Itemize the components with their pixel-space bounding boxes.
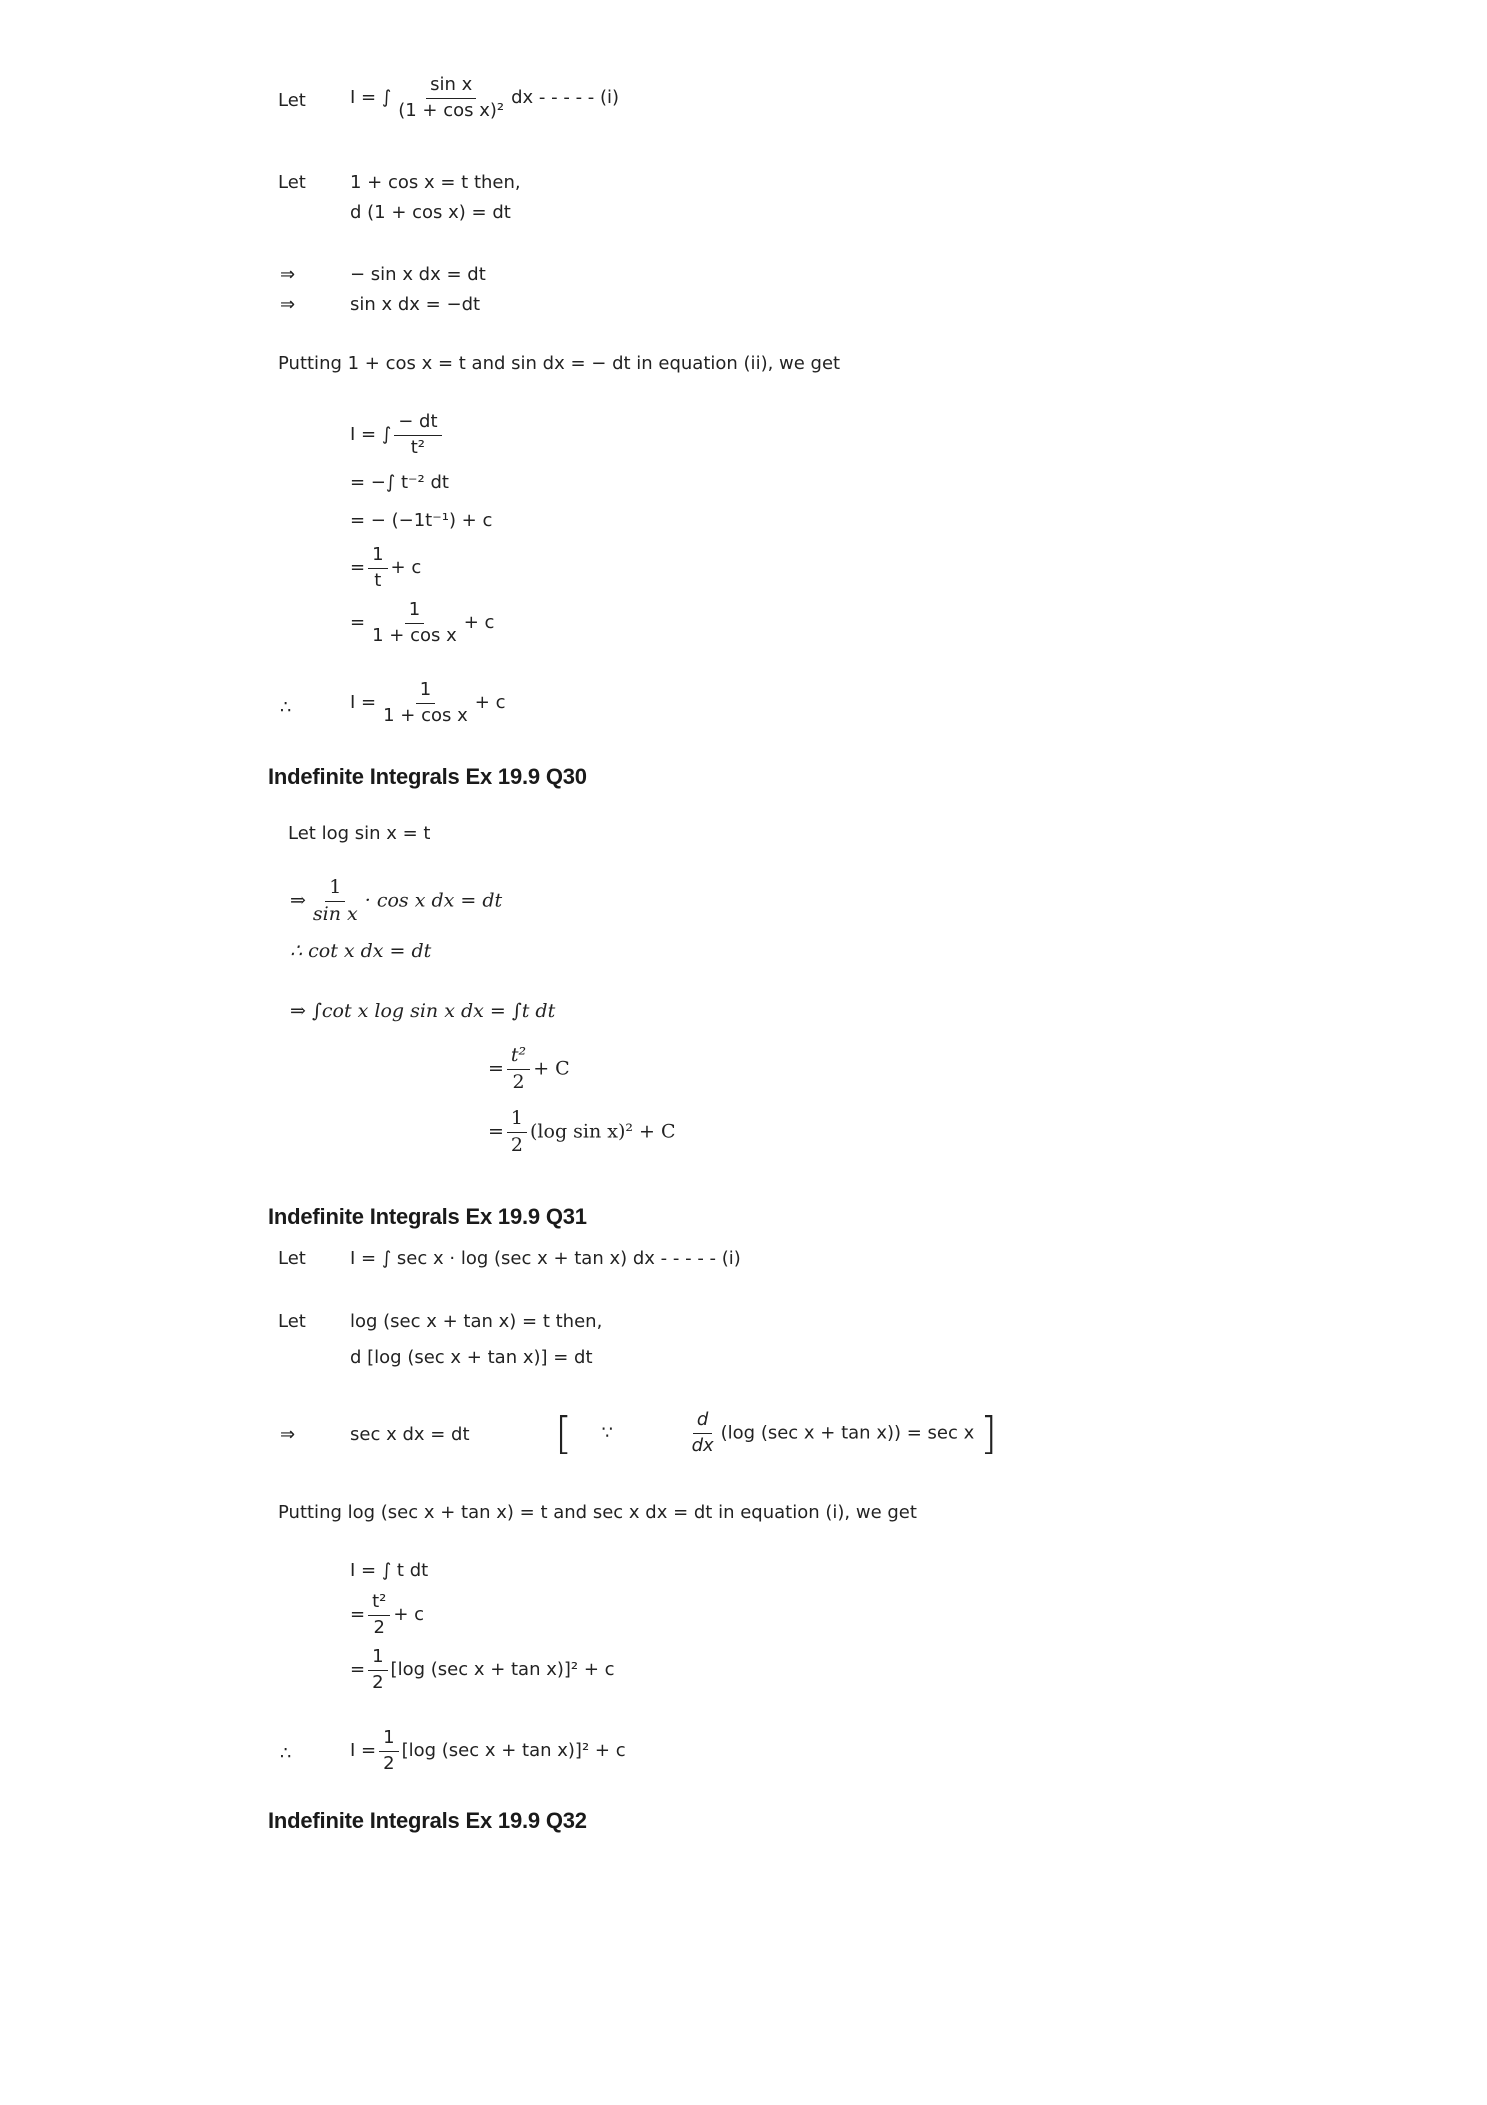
eq-tail: dx - - - - - (i) (511, 87, 620, 109)
numerator: 1 (368, 545, 387, 569)
heading-q30: Indefinite Integrals Ex 19.9 Q30 (268, 764, 587, 789)
eq-lhs: I = ∫ (350, 87, 392, 109)
numerator: 1 (507, 1108, 527, 1133)
step-4 (350, 545, 421, 591)
numerator: 1 (405, 600, 424, 624)
constant: + c (463, 612, 495, 634)
substitution-line-1: 1 + cos x = t then, (350, 172, 521, 193)
step-2: = −∫ t⁻² dt (350, 472, 449, 493)
integral-line (290, 1000, 555, 1022)
derivative-fraction (309, 877, 362, 926)
putting-sentence: Putting log (sec x + tan x) = t and sec x dx = dt in equation (i), we get (278, 1502, 917, 1523)
constant: + c (393, 1604, 425, 1626)
heading-q31: Indefinite Integrals Ex 19.9 Q31 (268, 1204, 587, 1229)
equals: = (488, 1120, 504, 1143)
heading-q32: Indefinite Integrals Ex 19.9 Q32 (268, 1808, 587, 1833)
putting-sentence: Putting 1 + cos x = t and sin dx = − dt in equation (ii), we get (278, 353, 841, 374)
equation-i (350, 75, 619, 121)
eq-numerator: sin x (426, 75, 476, 99)
step-5-fraction (368, 600, 461, 646)
integral-step-1 (488, 1045, 570, 1094)
substitution-line-2: d [log (sec x + tan x)] = dt (350, 1347, 593, 1368)
constant: + c (390, 557, 422, 579)
equals: = (350, 612, 366, 634)
denominator: dx (691, 1435, 714, 1456)
implication-2: sin x dx = −dt (350, 294, 481, 315)
denominator: 1 + cos x (383, 704, 468, 726)
cot-line: ∴ cot x dx = dt (290, 940, 432, 962)
step-5 (350, 600, 494, 646)
eq-denominator: (1 + cos x)² (398, 99, 505, 121)
left-bracket-icon: [ (555, 1408, 573, 1459)
substitution-line-1: log (sec x + tan x) = t then, (350, 1311, 603, 1332)
result-tail: [log (sec x + tan x)]² + c (401, 1740, 626, 1762)
right-bracket-icon: ] (980, 1408, 998, 1459)
eq-fraction (394, 75, 508, 121)
numerator: t² (368, 1592, 390, 1616)
derivative-tail: (log (sec x + tan x)) = sec x (720, 1422, 975, 1444)
step-3: = − (−1t⁻¹) + c (350, 510, 493, 531)
let-label: Let (278, 1248, 306, 1269)
final-lhs: I = (350, 692, 377, 714)
numerator: 1 (368, 1647, 387, 1671)
equals: = (350, 1659, 366, 1681)
denominator: t (374, 569, 382, 591)
equals: = (488, 1057, 504, 1080)
final-lhs: I = (350, 1740, 377, 1762)
fraction (379, 1728, 398, 1774)
derivative-tail: · cos x dx = dt (364, 889, 503, 912)
constant: + C (533, 1057, 570, 1080)
derivative-fraction (688, 1410, 718, 1456)
step-1-lhs: I = ∫ (350, 424, 392, 446)
because-symbol: ∵ (601, 1422, 614, 1444)
denominator: 2 (373, 1616, 385, 1638)
integral-expression: ∫cot x log sin x dx = ∫t dt (311, 1000, 556, 1022)
therefore-symbol: ∴ (280, 697, 292, 718)
numerator: d (693, 1410, 712, 1434)
equals: = (350, 1604, 366, 1626)
fraction (368, 1647, 387, 1693)
step-1-fraction (394, 412, 441, 458)
step-1 (350, 412, 445, 458)
step-1-numerator: − dt (394, 412, 441, 436)
numerator: 1 (379, 1728, 398, 1752)
implies-arrow: ⇒ (290, 1000, 306, 1022)
solution-step-2 (350, 1592, 424, 1638)
let-label: Let (278, 90, 306, 111)
implies-arrow: ⇒ (290, 889, 306, 912)
fraction (368, 1592, 390, 1638)
step-4-fraction (368, 545, 387, 591)
step-1-denominator: t² (410, 436, 425, 458)
equals: = (350, 557, 366, 579)
numerator: t² (507, 1045, 530, 1070)
denominator: 2 (383, 1752, 395, 1774)
because-bracket (555, 1408, 997, 1459)
fraction (507, 1045, 530, 1094)
constant: + c (474, 692, 506, 714)
denominator: 2 (372, 1671, 384, 1693)
implies-arrow: ⇒ (280, 1424, 296, 1445)
numerator: 1 (416, 680, 435, 704)
solution-step-1: I = ∫ t dt (350, 1560, 429, 1581)
denominator: 1 + cos x (372, 624, 457, 646)
fraction (507, 1108, 527, 1157)
derivative-line (290, 877, 502, 926)
result-tail: [log (sec x + tan x)]² + c (390, 1659, 615, 1681)
denominator: 2 (510, 1133, 524, 1156)
numerator: 1 (325, 877, 345, 902)
final-fraction (379, 680, 472, 726)
implies-arrow: ⇒ (280, 294, 296, 315)
equation-i: I = ∫ sec x · log (sec x + tan x) dx - - - - - (i) (350, 1248, 741, 1269)
final-result (350, 1728, 626, 1774)
result-tail: (log sin x)² + C (530, 1120, 676, 1143)
substitution-line-2: d (1 + cos x) = dt (350, 202, 511, 223)
solution-step-3 (350, 1647, 615, 1693)
implies-arrow: ⇒ (280, 264, 296, 285)
implication-1: − sin x dx = dt (350, 264, 486, 285)
denominator: sin x (312, 902, 358, 925)
denominator: 2 (512, 1070, 525, 1093)
let-log-sin: Let log sin x = t (288, 823, 431, 844)
therefore-symbol: ∴ (280, 1743, 292, 1764)
let-label: Let (278, 1311, 306, 1332)
substitution-let-label: Let (278, 172, 306, 193)
implication: sec x dx = dt (350, 1424, 470, 1445)
final-result (350, 680, 505, 726)
integral-step-2 (488, 1108, 676, 1157)
